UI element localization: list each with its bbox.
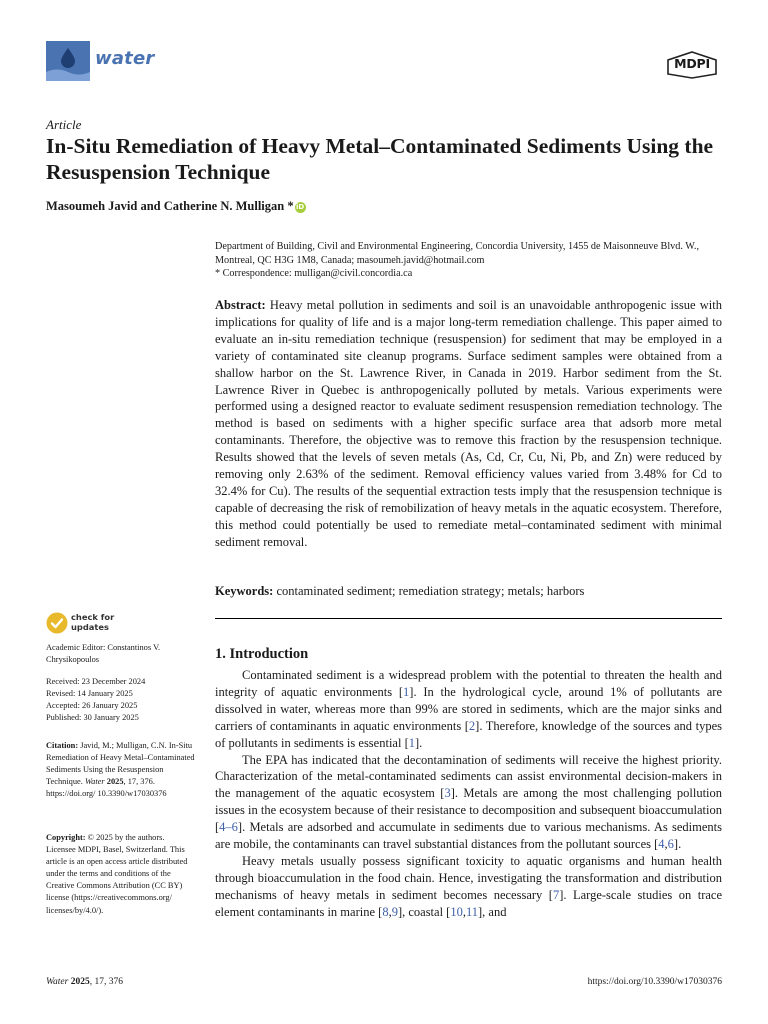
divider bbox=[215, 618, 722, 619]
journal-logo bbox=[46, 41, 90, 81]
keywords bbox=[215, 584, 722, 599]
reference-link[interactable]: 4–6 bbox=[219, 820, 238, 835]
reference-link[interactable]: 8 bbox=[382, 904, 389, 919]
citation-text: Javid, M.; Mulligan, C.N. In-Situ Remediation of Heavy Metal–Contaminated Sediments Using the Resuspension Technique. bbox=[46, 741, 195, 787]
authors bbox=[46, 199, 306, 214]
wave-icon bbox=[46, 67, 90, 81]
keywords-label: Keywords: bbox=[215, 584, 274, 598]
intro-body bbox=[215, 667, 722, 921]
section-heading: 1. Introduction bbox=[215, 646, 309, 662]
copyright-label: Copyright: bbox=[46, 833, 86, 842]
reference-link[interactable]: 7 bbox=[552, 887, 560, 902]
copyright bbox=[46, 832, 196, 917]
received-date: Received: 23 December 2024 bbox=[46, 677, 146, 686]
paragraph: The EPA has indicated that the decontamination of sediments will receive the highest priority. Characterization of the metal-contaminated sediments can assist environmental decision-makers in the management of the aquatic ecosystem [3]. Metals are among the most challenging pollution issues in the ecosystem because of their resistance to decomposition and subsequent bioaccumulation [4–6]. Metals are adsorbed and accumulate in sediments due to various mechanisms. As sediments are mobile, the contaminants can travel substantial distances from the pollutant sources [4,6]. bbox=[215, 752, 723, 852]
abstract bbox=[215, 297, 722, 551]
citation bbox=[46, 740, 196, 800]
citation-label: Citation: bbox=[46, 741, 79, 750]
revised-date: Revised: 14 January 2025 bbox=[46, 689, 133, 699]
orcid-icon[interactable]: iD bbox=[295, 203, 305, 211]
reference-link[interactable]: 1 bbox=[403, 684, 410, 699]
reference-link[interactable]: 10 bbox=[450, 904, 463, 919]
reference-link[interactable]: 6 bbox=[667, 837, 674, 852]
dates bbox=[46, 676, 196, 724]
check-for-updates-label: check for updates bbox=[71, 612, 115, 632]
reference-link[interactable]: 11 bbox=[465, 904, 479, 919]
footer-doi[interactable]: https://doi.org/10.3390/w17030376 bbox=[587, 977, 722, 987]
citation-year: 2025 bbox=[106, 777, 124, 787]
citation-doi[interactable]: , 17, 376. https://doi.org/ 10.3390/w17030376 bbox=[46, 777, 167, 799]
abstract-label: Abstract: bbox=[215, 298, 266, 312]
reference-link[interactable]: 3 bbox=[444, 786, 451, 801]
reference-link[interactable]: 2 bbox=[468, 718, 476, 733]
reference-link[interactable]: 4 bbox=[658, 837, 665, 852]
accepted-date: Accepted: 26 January 2025 bbox=[46, 701, 138, 711]
abstract-text: Heavy metal pollution in sediments and soil is an unavoidable anthropogenic issue with implications for quality of life and is a major long-term remediation challenge. This paper aimed to evaluate an in-situ remediation technique (resuspension) for sediment that may be employed in a variety of contaminated site cleanup programs. Surface sediment samples were obtained from a shallow harbor on the St. Lawrence River, in Canada in 2019. Harbor sediment from the St. Lawrence River in Quebec is anthropogenically polluted by metals. Various experiments were performed using a designed reactor to evaluate sediment resuspension remediation technology. The method is based on sediments with a higher specific surface area that adsorb more metal contaminants. Therefore, the objective was to remove this fraction by the resuspension technique. Results showed that the levels of seven metals (As, Cd, Cr, Cu, Ni, Pb, and Zn) were reduced by removing only 2.63% of the sediment. Removal efficiency values varied from 3.48% for Cd to 32.4% for Cu). The results of the sequential extraction tests imply that the resuspension technique is capable of decreasing the risk of remobilization of heavy metals in the aquatic ecosystem. Therefore, this method could potentially be used to remediate metal–contaminated sediment with minimal sediment removal. bbox=[215, 298, 722, 549]
journal-name[interactable]: water bbox=[95, 48, 155, 69]
correspondence: * Correspondence: mulligan@civil.concordia.ca bbox=[215, 268, 413, 279]
affiliation bbox=[215, 240, 725, 281]
check-for-updates-icon bbox=[46, 612, 68, 634]
published-date: Published: 30 January 2025 bbox=[46, 713, 139, 723]
citation-journal: Water bbox=[84, 777, 105, 787]
reference-link[interactable]: 1 bbox=[408, 735, 415, 750]
paragraph: Contaminated sediment is a widespread problem with the potential to threaten the health and integrity of aquatic environments [1]. In the hydrological cycle, around 1% of pollutants are dissolved in water, whereas more than 99% are stored in sediments, which are the major sinks and carriers of contaminants in aquatic environments [2]. Therefore, knowledge of the sources and types of pollutants in sediments is essential [1]. bbox=[215, 668, 722, 750]
copyright-text: © 2025 by the authors. Licensee MDPI, Basel, Switzerland. This article is an open access article distributed under the terms and conditions of the Creative Commons Attribution (CC BY) license (https://creativecommons.org/ licenses/by/4.0/). bbox=[46, 833, 188, 915]
affiliation-line: Department of Building, Civil and Environmental Engineering, Concordia University, 1455 de Maisonneuve Blvd. W., Montreal, QC H3G 1M8, Canada; masoumeh.javid@hotmail.com bbox=[215, 241, 700, 266]
paragraph: Heavy metals usually possess significant toxicity to aquatic organisms and human health through bioaccumulation in the food chain. Hence, investigating the transformation and distribution mechanisms of heavy metals in sediment becomes necessary [7]. Large-scale studies on trace element contaminants in marine [8,9], coastal [10,11], and bbox=[215, 853, 722, 919]
water-drop-icon bbox=[61, 48, 75, 68]
mdpi-logo-text: MDPI bbox=[674, 56, 710, 71]
keywords-text: contaminated sediment; remediation strategy; metals; harbors bbox=[276, 584, 585, 598]
paper-title: In-Situ Remediation of Heavy Metal–Contaminated Sediments Using the Resuspension Technique bbox=[46, 134, 714, 184]
academic-editor: Academic Editor: Constantinos V. Chrysikopoulos bbox=[46, 643, 161, 665]
author-list[interactable]: Masoumeh Javid and Catherine N. Mulligan * bbox=[46, 199, 294, 213]
article-type: Article bbox=[46, 117, 82, 132]
reference-link[interactable]: 9 bbox=[391, 904, 398, 919]
footer-citation: Water 2025, 17, 376 bbox=[46, 977, 123, 987]
